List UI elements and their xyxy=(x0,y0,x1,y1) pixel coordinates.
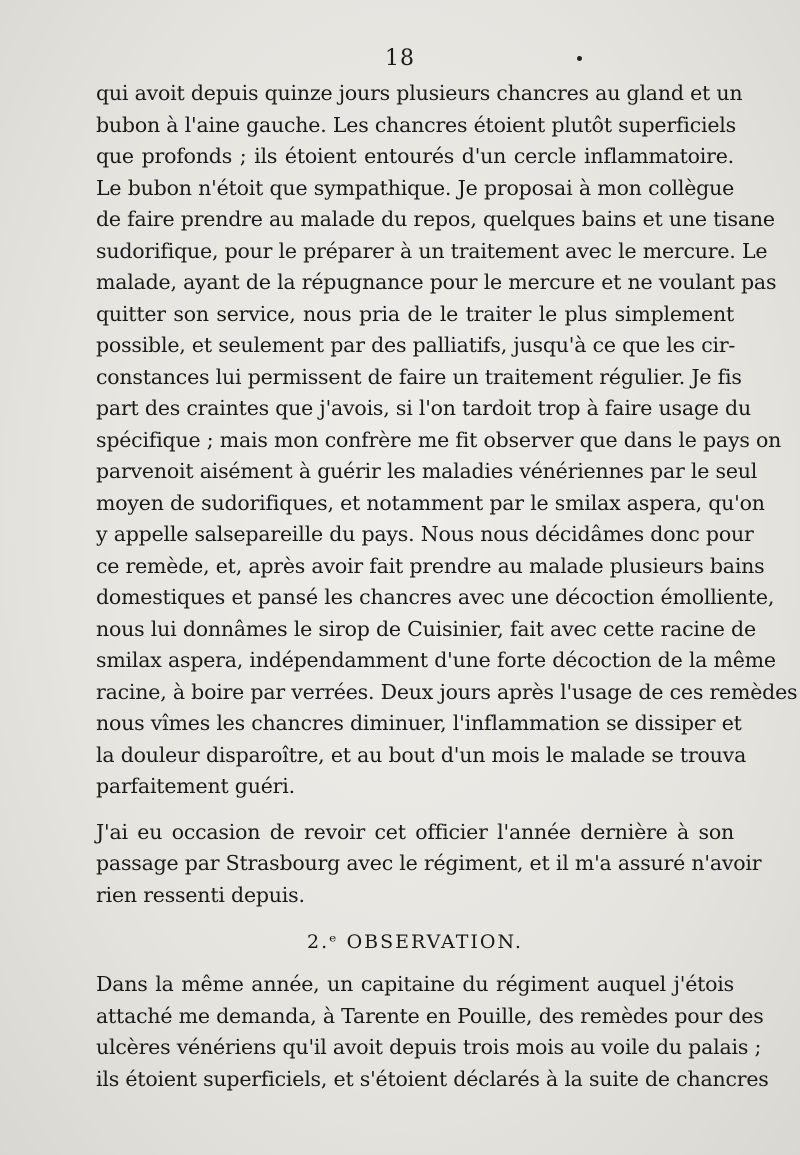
text-line: ils étoient superficiels, et s'étoient déclarés à la suite de chancres xyxy=(96,1066,769,1091)
text-line: la douleur disparoître, et au bout d'un mois le malade se trouva xyxy=(96,742,747,767)
text-line: nous vîmes les chancres diminuer, l'inflammation se dissiper et xyxy=(96,711,742,735)
text-line: constances lui permissent de faire un traitement régulier. Je fis xyxy=(96,364,742,389)
text-line: de faire prendre au malade du repos, quelques bains et une tisane xyxy=(96,207,775,231)
section-heading: 2.ᵉ OBSERVATION. xyxy=(307,931,523,953)
text-line: smilax aspera, indépendamment d'une forte décoction de la même xyxy=(96,648,776,672)
text-line: ce remède, et, après avoir fait prendre au malade plusieurs bains xyxy=(96,553,765,578)
text-line: attaché me demanda, à Tarente en Pouille, des remèdes pour des xyxy=(96,1003,764,1028)
text-line: parfaitement guéri. xyxy=(96,774,295,798)
text-line: bubon à l'aine gauche. Les chancres étoient plutôt superficiels xyxy=(96,112,736,137)
text-line: racine, à boire par verrées. Deux jours après l'usage de ces remèdes xyxy=(96,679,798,704)
text-line: nous lui donnâmes le sirop de Cuisinier, fait avec cette racine de xyxy=(96,616,756,641)
text-line: que profonds ; ils étoient entourés d'un cercle inflammatoire. xyxy=(96,144,734,168)
text-line: qui avoit depuis quinze jours plusieurs chancres au gland et un xyxy=(96,81,743,105)
text-line: J'ai eu occasion de revoir cet officier l'année dernière à son xyxy=(96,819,734,844)
paragraph-1 xyxy=(96,78,798,803)
text-line: part des craintes que j'avois, si l'on tardoit trop à faire usage du xyxy=(96,396,751,420)
text-line: passage par Strasbourg avec le régiment, et il m'a assuré n'avoir xyxy=(96,851,762,875)
text-line: y appelle salsepareille du pays. Nous nous décidâmes donc pour xyxy=(96,522,754,546)
paragraph-2 xyxy=(96,817,762,912)
text-line: sudorifique, pour le préparer à un traitement avec le mercure. Le xyxy=(96,238,768,263)
text-line: ulcères vénériens qu'il avoit depuis trois mois au voile du palais ; xyxy=(96,1035,762,1059)
text-line: Le bubon n'étoit que sympathique. Je proposai à mon collègue xyxy=(96,175,734,200)
text-line: malade, ayant de la répugnance pour le mercure et ne voulant pas xyxy=(96,270,777,294)
text-line: parvenoit aisément à guérir les maladies vénériennes par le seul xyxy=(96,459,758,483)
text-line: moyen de sudorifiques, et notamment par le smilax aspera, qu'on xyxy=(96,490,765,515)
text-line: domestiques et pansé les chancres avec une décoction émolliente, xyxy=(96,585,775,609)
text-line: spécifique ; mais mon confrère me fit observer que dans le pays on xyxy=(96,427,782,452)
body-text xyxy=(96,78,798,1095)
text-line: quitter son service, nous pria de le traiter le plus simplement xyxy=(96,301,734,326)
text-line: Dans la même année, un capitaine du régiment auquel j'étois xyxy=(96,972,734,996)
ink-mark xyxy=(577,56,582,61)
page-number: 18 xyxy=(385,46,415,71)
text-line: rien ressenti depuis. xyxy=(96,882,305,907)
paragraph-3 xyxy=(96,969,769,1095)
text-line: possible, et seulement par des palliatifs, jusqu'à ce que les cir- xyxy=(96,333,736,357)
paragraph-gap xyxy=(96,803,734,817)
